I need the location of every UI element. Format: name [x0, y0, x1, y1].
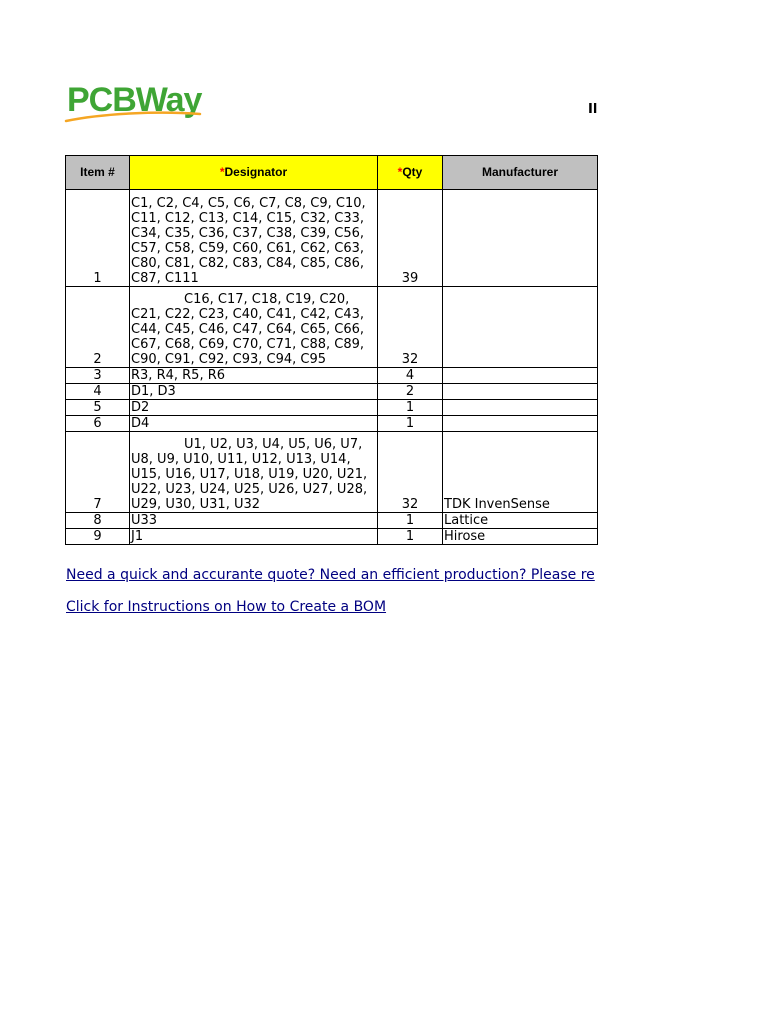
cell-item: 6 [66, 416, 130, 432]
cell-manufacturer [443, 190, 598, 287]
cell-item: 5 [66, 400, 130, 416]
cell-qty: 32 [378, 432, 443, 513]
cell-item: 2 [66, 287, 130, 368]
table-row [66, 416, 598, 432]
cell-item: 9 [66, 529, 130, 545]
table-row [66, 432, 598, 513]
cell-manufacturer: Lattice [443, 513, 598, 529]
header-qty: *Qty [378, 156, 443, 190]
bom-title: Il [588, 102, 598, 117]
cell-designator: C1, C2, C4, C5, C6, C7, C8, C9, C10, C11, C12, C13, C14, C15, C32, C33, C34, C35, C36, C37, C38, C39, C56, C57, C58, C59, C60, C61, C62, C63, C80, C81, C82, C83, C84, C85, C86, C87, C111 [130, 190, 378, 287]
cell-manufacturer: TDK InvenSense [443, 432, 598, 513]
cell-manufacturer [443, 368, 598, 384]
table-row [66, 529, 598, 545]
bom-instructions-link[interactable]: Click for Instructions on How to Create a BOM [66, 599, 387, 615]
header-item: Item # [66, 156, 130, 190]
quote-link[interactable]: Need a quick and accurante quote? Need an efficient production? Please re [66, 567, 595, 583]
table-row [66, 287, 598, 368]
table-row [66, 400, 598, 416]
cell-item: 7 [66, 432, 130, 513]
cell-designator: U1, U2, U3, U4, U5, U6, U7, U8, U9, U10, U11, U12, U13, U14, U15, U16, U17, U18, U19, U20, U21, U22, U23, U24, U25, U26, U27, U28, U29, U30, U31, U32 [130, 432, 378, 513]
bom-table [65, 155, 598, 545]
logo-text: PCBWay [67, 81, 202, 119]
cell-designator: D1, D3 [130, 384, 378, 400]
cell-manufacturer: Hirose [443, 529, 598, 545]
cell-qty: 2 [378, 384, 443, 400]
cell-qty: 32 [378, 287, 443, 368]
cell-designator: J1 [130, 529, 378, 545]
table-row [66, 368, 598, 384]
cell-item: 1 [66, 190, 130, 287]
cell-designator: C16, C17, C18, C19, C20, C21, C22, C23, C40, C41, C42, C43, C44, C45, C46, C47, C64, C65, C66, C67, C68, C69, C70, C71, C88, C89, C90, C91, C92, C93, C94, C95 [130, 287, 378, 368]
cell-manufacturer [443, 400, 598, 416]
table-row [66, 190, 598, 287]
cell-item: 4 [66, 384, 130, 400]
table-row [66, 513, 598, 529]
pcbway-logo [65, 80, 205, 126]
required-mark: * [219, 165, 225, 179]
cell-qty: 1 [378, 529, 443, 545]
table-header-row [66, 156, 598, 190]
cell-item: 8 [66, 513, 130, 529]
header-manufacturer: Manufacturer [443, 156, 598, 190]
cell-qty: 1 [378, 400, 443, 416]
cell-designator: U33 [130, 513, 378, 529]
cell-qty: 1 [378, 416, 443, 432]
logo-swoosh-icon [65, 108, 205, 126]
cell-qty: 39 [378, 190, 443, 287]
cell-designator: R3, R4, R5, R6 [130, 368, 378, 384]
table-row [66, 384, 598, 400]
cell-manufacturer [443, 384, 598, 400]
required-mark: * [397, 165, 403, 179]
cell-manufacturer [443, 287, 598, 368]
cell-qty: 4 [378, 368, 443, 384]
cell-item: 3 [66, 368, 130, 384]
header-designator: *Designator [130, 156, 378, 190]
cell-manufacturer [443, 416, 598, 432]
cell-designator: D2 [130, 400, 378, 416]
cell-designator: D4 [130, 416, 378, 432]
cell-qty: 1 [378, 513, 443, 529]
